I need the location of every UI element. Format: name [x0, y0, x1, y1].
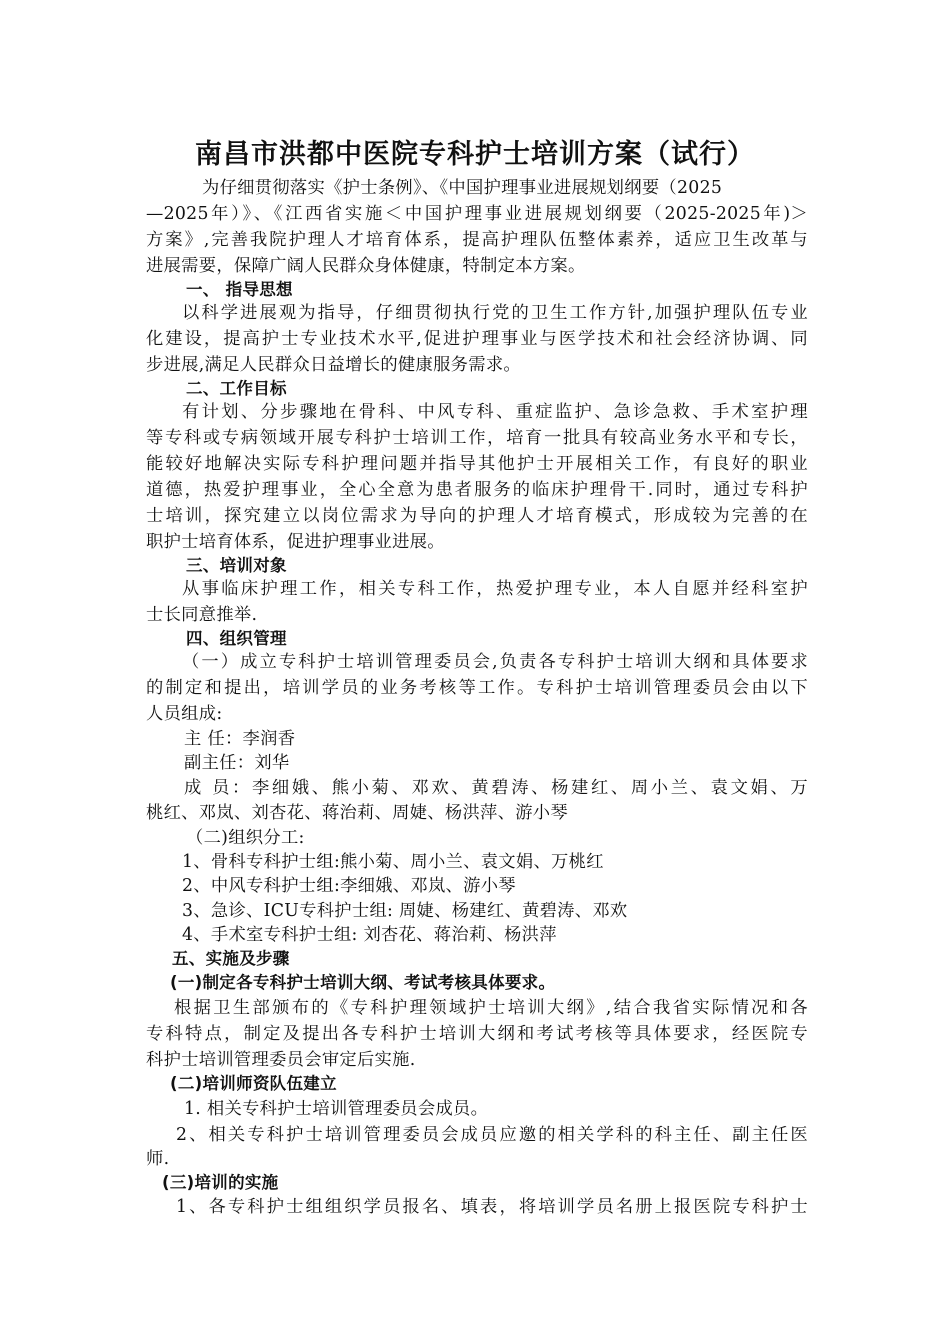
text-line: 2、中风专科护士组:李细娥、邓岚、游小琴	[182, 876, 516, 896]
text-line: 道德，热爱护理事业，全心全意为患者服务的临床护理骨干.同时，通过专科护	[146, 480, 808, 500]
text-line: 2、相关专科护士培训管理委员会成员应邀的相关学科的科主任、副主任医	[176, 1125, 808, 1145]
text-line: 科护士培训管理委员会审定后实施.	[146, 1050, 416, 1070]
section-heading: 五、实施及步骤	[172, 949, 290, 968]
text-line: （一）成立专科护士培训管理委员会,负责各专科护士培训大纲和具体要求	[182, 652, 808, 672]
text-line: 步进展,满足人民群众日益增长的健康服务需求。	[146, 355, 522, 375]
text-line: 等专科或专病领域开展专科护士培训工作，培育一批具有较高业务水平和专长，	[146, 428, 808, 448]
text-line: 士培训，探究建立以岗位需求为导向的护理人才培育模式，形成较为完善的在	[146, 506, 808, 526]
text-line: 1、骨科专科护士组:熊小菊、周小兰、袁文娟、万桃红	[182, 852, 604, 872]
text-line: 从事临床护理工作，相关专科工作，热爱护理专业，本人自愿并经科室护	[182, 579, 808, 599]
text-line: 人员组成:	[146, 704, 223, 724]
text-line: 为仔细贯彻落实《护士条例》、《中国护理事业进展规划纲要（2025	[202, 178, 723, 198]
text-line: 4、手术室专科护士组: 刘杏花、蒋治莉、杨洪萍	[182, 925, 557, 945]
subsection-heading: (三)培训的实施	[162, 1173, 279, 1192]
subsection-heading: (一)制定各专科护士培训大纲、考试考核具体要求。	[170, 973, 556, 992]
text-line: 桃红、邓岚、刘杏花、蒋治莉、周婕、杨洪萍、游小琴	[146, 803, 568, 823]
text-line: 1. 相关专科护士培训管理委员会成员。	[184, 1099, 489, 1119]
text-line: 副主任：刘华	[184, 753, 290, 773]
text-line: 3、急诊、ICU专科护士组: 周婕、杨建红、黄碧涛、邓欢	[182, 901, 628, 921]
text-line: 1、各专科护士组组织学员报名、填表，将培训学员名册上报医院专科护士	[176, 1197, 808, 1217]
section-heading: 四、组织管理	[186, 629, 287, 648]
text-line: 师.	[146, 1149, 170, 1169]
text-line: 的制定和提出，培训学员的业务考核等工作。专科护士培训管理委员会由以下	[146, 678, 808, 698]
text-line: 化建设，提高护士专业技术水平,促进护理事业与医学技术和社会经济协调、同	[146, 329, 808, 349]
text-line: 方案》,完善我院护理人才培育体系，提高护理队伍整体素养，适应卫生改革与	[146, 230, 808, 250]
text-line: 根据卫生部颁布的《专科护理领域护士培训大纲》,结合我省实际情况和各	[174, 998, 808, 1018]
text-line: 能较好地解决实际专科护理问题并指导其他护士开展相关工作，有良好的职业	[146, 454, 808, 474]
text-line: 专科特点，制定及提出各专科护士培训大纲和考试考核等具体要求，经医院专	[146, 1024, 808, 1044]
section-heading: 一、 指导思想	[186, 280, 293, 299]
text-line: —2025年）》、《江西省实施＜中国护理事业进展规划纲要（2025-2025年)＞	[146, 204, 808, 224]
section-heading: 三、培训对象	[186, 556, 287, 575]
text-line: 主 任：李润香	[184, 729, 296, 749]
text-line: 有计划、分步骤地在骨科、中风专科、重症监护、急诊急救、手术室护理	[182, 402, 808, 422]
text-line: 以科学进展观为指导，仔细贯彻执行党的卫生工作方针,加强护理队伍专业	[182, 303, 808, 323]
document-title: 南昌市洪都中医院专科护士培训方案（试行）	[195, 139, 755, 170]
text-line: 进展需要，保障广阔人民群众身体健康，特制定本方案。	[146, 256, 586, 276]
subsection-heading: (二)培训师资队伍建立	[170, 1074, 337, 1093]
text-line: （二)组织分工:	[186, 828, 305, 848]
text-line: 职护士培育体系，促进护理事业进展。	[146, 532, 445, 552]
text-line: 士长同意推举.	[146, 605, 258, 625]
text-line: 成 员：李细娥、熊小菊、邓欢、黄碧涛、杨建红、周小兰、袁文娟、万	[184, 778, 808, 798]
section-heading: 二、工作目标	[186, 379, 287, 398]
